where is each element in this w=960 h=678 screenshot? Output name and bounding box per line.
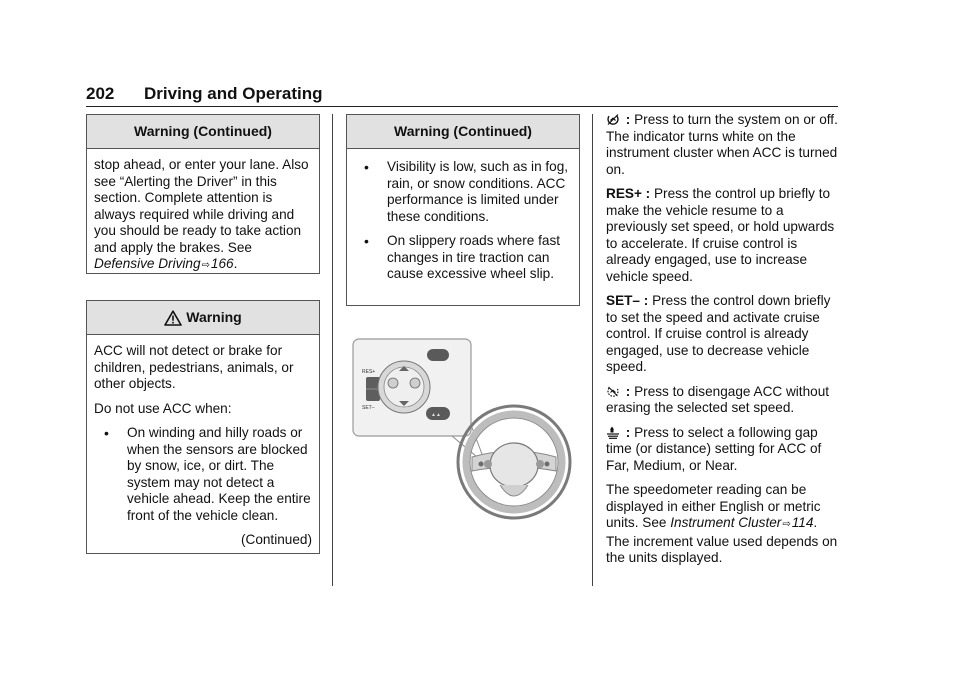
warning-body: [87, 335, 319, 565]
warning-continued-title: Warning (Continued): [87, 115, 319, 149]
warning-continued-box-col2: [346, 114, 580, 306]
list-item: • On winding and hilly roads or when the sensors are blocked by snow, ice, or dirt. The system may not detect a vehicle ahead. Keep the entire front of the vehicle clean.: [94, 425, 312, 524]
warning-bullet-list: [94, 425, 312, 524]
column-divider-left: [332, 114, 333, 586]
warning-continued-text: stop ahead, or enter your lane. Also see “Alerting the Driver” in this section. Complete attention is always required while driving and you should be ready to take action and apply the brakes. See Defensive Driving⇨166.: [94, 157, 309, 271]
speedometer-description: The speedometer reading can be displayed in either English or metric units. See Instrument Cluster⇨114. The increment value used depends on the units displayed.: [606, 482, 838, 565]
warning-title: Warning: [87, 301, 319, 335]
instrument-cluster-link[interactable]: Instrument Cluster: [670, 515, 782, 530]
page-ref-arrow-icon: ⇨: [782, 519, 791, 530]
page-header: [86, 84, 838, 107]
list-item: • Visibility is low, such as in fog, rain, or snow conditions. ACC performance is limited under these conditions.: [354, 159, 572, 225]
ref-page-114[interactable]: 114: [791, 515, 814, 530]
continued-label: (Continued): [240, 532, 312, 547]
page-number: 202: [86, 84, 115, 103]
set-description: SET– : Press the control down briefly to set the speed and activate cruise control. If cruise control is already engaged, use to decrease vehicle speed.: [606, 293, 831, 374]
cruise-onoff-icon: [606, 113, 620, 126]
gap-description: : Press to select a following gap time (or distance) setting for ACC of Far, Medium, or Near.: [606, 424, 822, 473]
list-item: • On slippery roads where fast changes in tire traction can cause excessive wheel slip.: [354, 233, 572, 283]
ref-page-166[interactable]: 166: [210, 256, 234, 271]
set-minus-label: SET–: [362, 405, 375, 411]
warning-box: [86, 300, 320, 554]
warning-continued-body: [87, 149, 319, 291]
control-descriptions: [606, 112, 841, 575]
steering-wheel-controls-figure: [352, 335, 582, 525]
warning-paragraph-2: Do not use ACC when:: [94, 400, 232, 416]
onoff-description: : Press to turn the system on or off. The indicator turns white on the instrument cluster when ACC is turned on.: [606, 112, 838, 177]
svg-text:▲▲: ▲▲: [431, 412, 441, 418]
defensive-driving-link[interactable]: Defensive Driving: [94, 256, 201, 271]
warning-triangle-icon: [164, 310, 182, 326]
steering-wheel-illustration: [352, 335, 582, 525]
column-divider-right: [592, 114, 593, 586]
warning-paragraph-1: ACC will not detect or brake for children, pedestrians, animals, or other objects.: [94, 343, 294, 391]
warning-continued-body-2: [347, 149, 579, 299]
section-title: Driving and Operating: [144, 84, 323, 103]
res-plus-label: RES+: [362, 369, 376, 375]
page-ref-arrow-icon: ⇨: [201, 260, 210, 271]
warning-continued-box-col1: [86, 114, 320, 274]
res-plus-term: RES+ :: [606, 186, 654, 201]
res-description: RES+ : Press the control up briefly to make the vehicle resume to a previously set speed, or hold upwards to accelerate. If cruise control is already engaged, use to increase vehicle speed.: [606, 186, 835, 284]
set-minus-term: SET– :: [606, 293, 653, 308]
cruise-cancel-icon: [606, 385, 620, 398]
following-gap-icon: [606, 426, 620, 439]
warning-continued-title-2: Warning (Continued): [347, 115, 579, 149]
cancel-description: : Press to disengage ACC without erasing the selected set speed.: [606, 383, 830, 415]
warning-bullet-list-2: [354, 159, 572, 283]
